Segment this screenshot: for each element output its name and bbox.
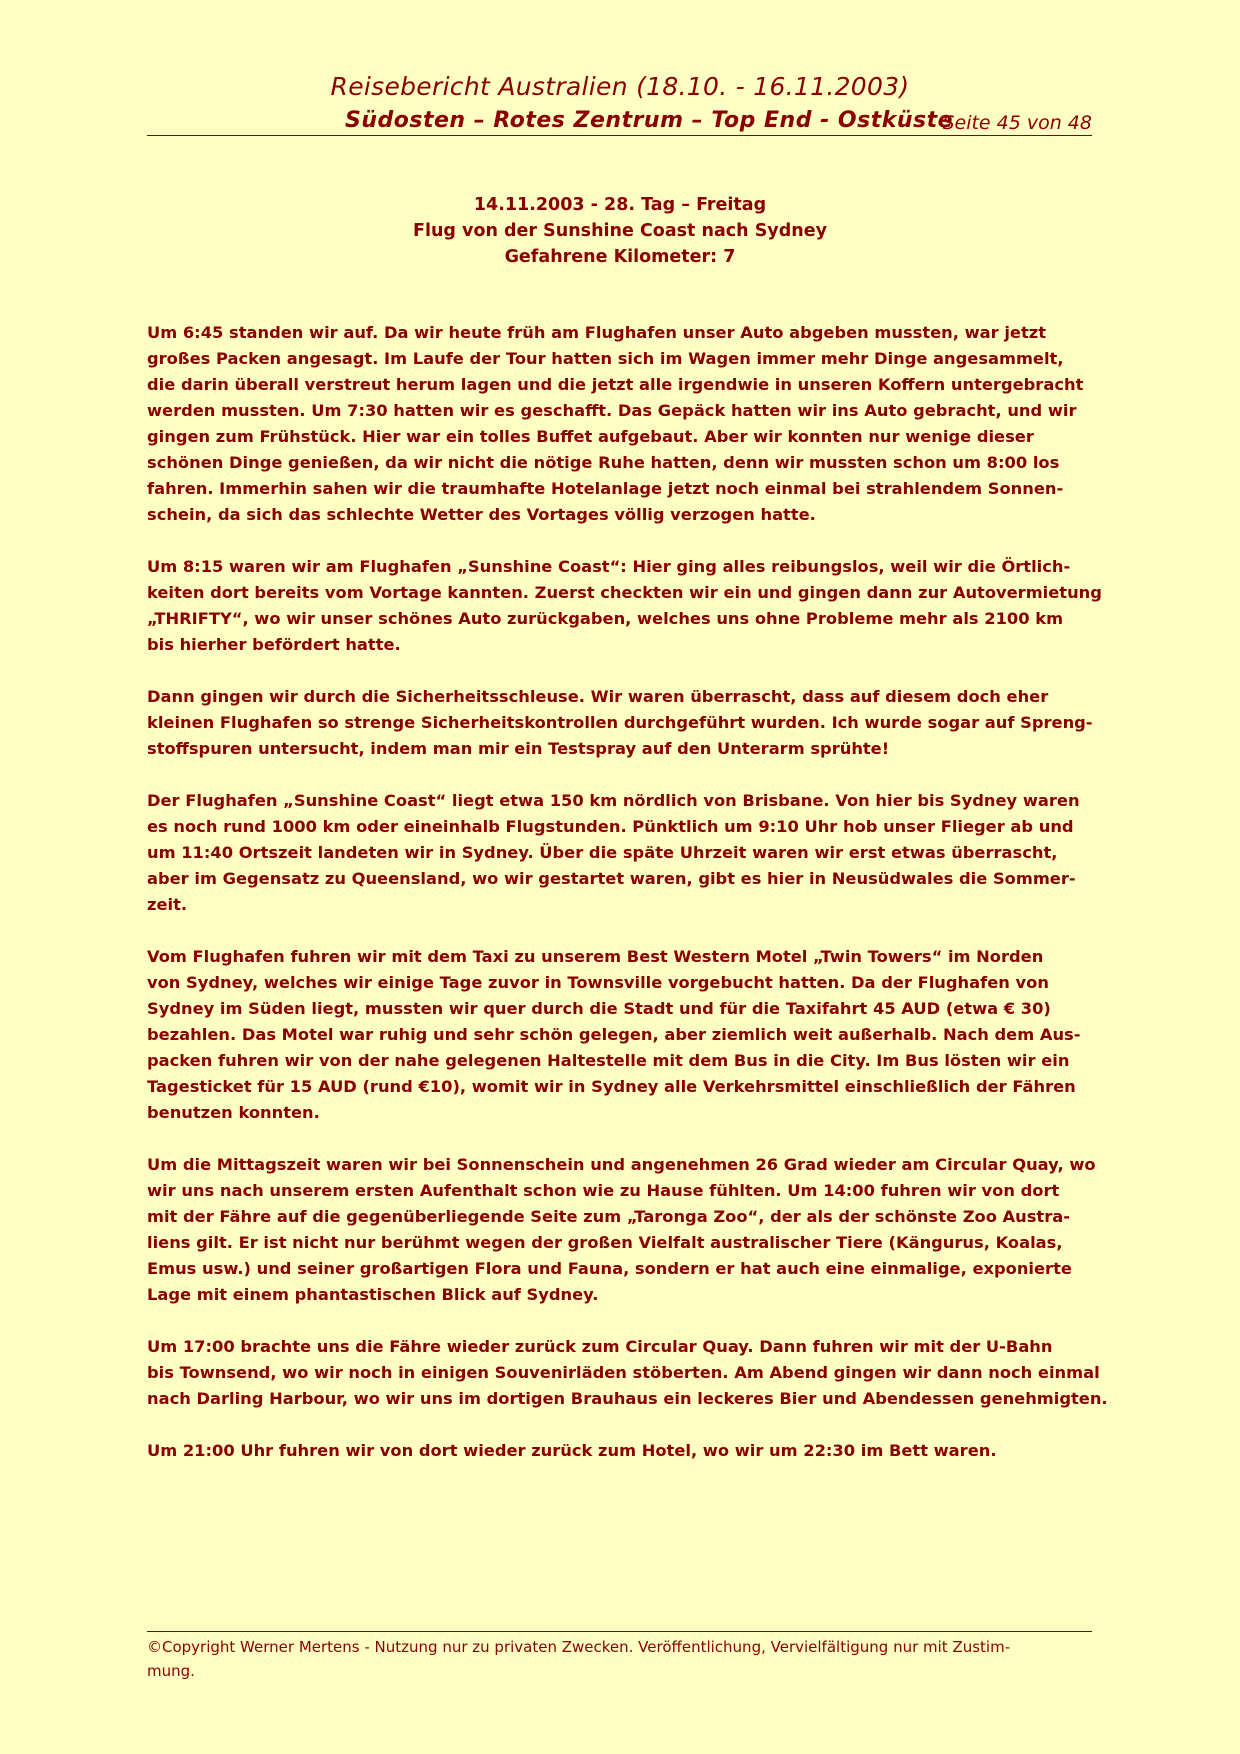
header-divider xyxy=(147,135,1092,136)
document-title: Reisebericht Australien (18.10. - 16.11.2003) xyxy=(330,72,910,101)
header-subtitle-row xyxy=(147,108,1092,134)
text-line: die darin überall verstreut herum lagen und die jetzt alle irgendwie in unseren Koffern untergebracht xyxy=(147,375,1084,394)
text-line: mit der Fähre auf die gegenüberliegende Seite zum „Taronga Zoo“, der als der schönste Zoo Austra- xyxy=(147,1207,1070,1226)
text-line: liens gilt. Er ist nicht nur berühmt wegen der großen Vielfalt australischer Tiere (Kängurus, Koalas, xyxy=(147,1233,1063,1252)
text-line: aber im Gegensatz zu Queensland, wo wir gestartet waren, gibt es hier in Neusüdwales die Sommer- xyxy=(147,869,1076,888)
text-line: Vom Flughafen fuhren wir mit dem Taxi zu unserem Best Western Motel „Twin Towers“ im Norden xyxy=(147,947,1044,966)
text-line: es noch rund 1000 km oder eineinhalb Flugstunden. Pünktlich um 9:10 Uhr hob unser Flieger ab und xyxy=(147,817,1074,836)
text-line: gingen zum Frühstück. Hier war ein tolles Buffet aufgebaut. Aber wir konnten nur wenige dieser xyxy=(147,427,1034,446)
text-line: wir uns nach unserem ersten Aufenthalt schon wie zu Hause fühlten. Um 14:00 fuhren wir von dort xyxy=(147,1181,1060,1200)
day-route-line: Flug von der Sunshine Coast nach Sydney xyxy=(413,221,827,241)
text-line: „THRIFTY“, wo wir unser schönes Auto zurückgaben, welches uns ohne Probleme mehr als 2100 km xyxy=(147,609,1064,628)
text-line: bis Townsend, wo wir noch in einigen Souvenirläden stöberten. Am Abend gingen wir dann noch einmal xyxy=(147,1363,1100,1382)
copyright-footer xyxy=(147,1635,1092,1683)
text-line: Um 21:00 Uhr fuhren wir von dort wieder zurück zum Hotel, wo wir um 22:30 im Bett waren. xyxy=(147,1441,997,1460)
paragraph xyxy=(147,944,1092,1126)
text-line: Um 6:45 standen wir auf. Da wir heute früh am Flughafen unser Auto abgeben mussten, war jetzt xyxy=(147,323,1046,342)
text-line: zeit. xyxy=(147,895,188,914)
text-line: großes Packen angesagt. Im Laufe der Tour hatten sich im Wagen immer mehr Dinge angesammelt, xyxy=(147,349,1064,368)
day-header xyxy=(0,192,1240,270)
text-line: keiten dort bereits vom Vortage kannten. Zuerst checkten wir ein und gingen dann zur Autovermietung xyxy=(147,583,1102,602)
copyright-line: mung. xyxy=(147,1662,195,1680)
text-line: Dann gingen wir durch die Sicherheitsschleuse. Wir waren überrascht, dass auf diesem doch eher xyxy=(147,687,1049,706)
document-subtitle: Südosten – Rotes Zentrum – Top End - Ostküste xyxy=(345,108,954,133)
text-line: um 11:40 Ortszeit landeten wir in Sydney. Über die späte Uhrzeit waren wir erst etwas überrascht, xyxy=(147,843,1058,862)
text-line: packen fuhren wir von der nahe gelegenen Haltestelle mit dem Bus in die City. Im Bus lösten wir ein xyxy=(147,1051,1070,1070)
text-line: Um 17:00 brachte uns die Fähre wieder zurück zum Circular Quay. Dann fuhren wir mit der U-Bahn xyxy=(147,1337,1053,1356)
text-line: Um 8:15 waren wir am Flughafen „Sunshine Coast“: Hier ging alles reibungslos, weil wir die Örtlich- xyxy=(147,557,1071,576)
paragraph xyxy=(147,554,1102,658)
text-line: bis hierher befördert hatte. xyxy=(147,635,401,654)
text-line: Emus usw.) und seiner großartigen Flora und Fauna, sondern er hat auch eine einmalige, exponierte xyxy=(147,1259,1072,1278)
paragraph xyxy=(147,1438,1092,1464)
footer-divider xyxy=(147,1631,1092,1632)
text-line: Um die Mittagszeit waren wir bei Sonnenschein und angenehmen 26 Grad wieder am Circular Quay, wo xyxy=(147,1155,1096,1174)
text-line: werden mussten. Um 7:30 hatten wir es geschafft. Das Gepäck hatten wir ins Auto gebracht, und wir xyxy=(147,401,1077,420)
text-line: Der Flughafen „Sunshine Coast“ liegt etwa 150 km nördlich von Brisbane. Von hier bis Sydney waren xyxy=(147,791,1080,810)
text-line: bezahlen. Das Motel war ruhig und sehr schön gelegen, aber ziemlich weit außerhalb. Nach dem Aus- xyxy=(147,1025,1081,1044)
text-line: kleinen Flughafen so strenge Sicherheitskontrollen durchgeführt wurden. Ich wurde sogar auf Spreng- xyxy=(147,713,1093,732)
report-body xyxy=(147,320,1108,1464)
text-line: von Sydney, welches wir einige Tage zuvor in Townsville vorgebucht hatten. Da der Flughafen von xyxy=(147,973,1049,992)
copyright-line: ©Copyright Werner Mertens - Nutzung nur zu privaten Zwecken. Veröffentlichung, Vervielfältigung nur mit Zustim- xyxy=(147,1638,1011,1656)
day-date-line: 14.11.2003 - 28. Tag – Freitag xyxy=(473,195,767,215)
text-line: Lage mit einem phantastischen Blick auf Sydney. xyxy=(147,1285,599,1304)
paragraph xyxy=(147,788,1092,918)
paragraph xyxy=(147,684,1092,762)
text-line: fahren. Immerhin sahen wir die traumhafte Hotelanlage jetzt noch einmal bei strahlendem Sonnen- xyxy=(147,479,1064,498)
paragraph xyxy=(147,320,1092,528)
text-line: stoffspuren untersucht, indem man mir ein Testspray auf den Unterarm sprühte! xyxy=(147,739,890,758)
paragraph xyxy=(147,1334,1108,1412)
page-number: Seite 45 von 48 xyxy=(942,112,1092,134)
text-line: schein, da sich das schlechte Wetter des Vortages völlig verzogen hatte. xyxy=(147,505,816,524)
text-line: nach Darling Harbour, wo wir uns im dortigen Brauhaus ein leckeres Bier und Abendessen genehmigten. xyxy=(147,1389,1108,1408)
day-km-line: Gefahrene Kilometer: 7 xyxy=(504,247,736,267)
text-line: schönen Dinge genießen, da wir nicht die nötige Ruhe hatten, denn wir mussten schon um 8:00 los xyxy=(147,453,1060,472)
paragraph xyxy=(147,1152,1096,1308)
text-line: benutzen konnten. xyxy=(147,1103,320,1122)
text-line: Sydney im Süden liegt, mussten wir quer durch die Stadt und für die Taxifahrt 45 AUD (etwa € 30) xyxy=(147,999,1051,1018)
text-line: Tagesticket für 15 AUD (rund €10), womit wir in Sydney alle Verkehrsmittel einschließlich der Fähren xyxy=(147,1077,1076,1096)
